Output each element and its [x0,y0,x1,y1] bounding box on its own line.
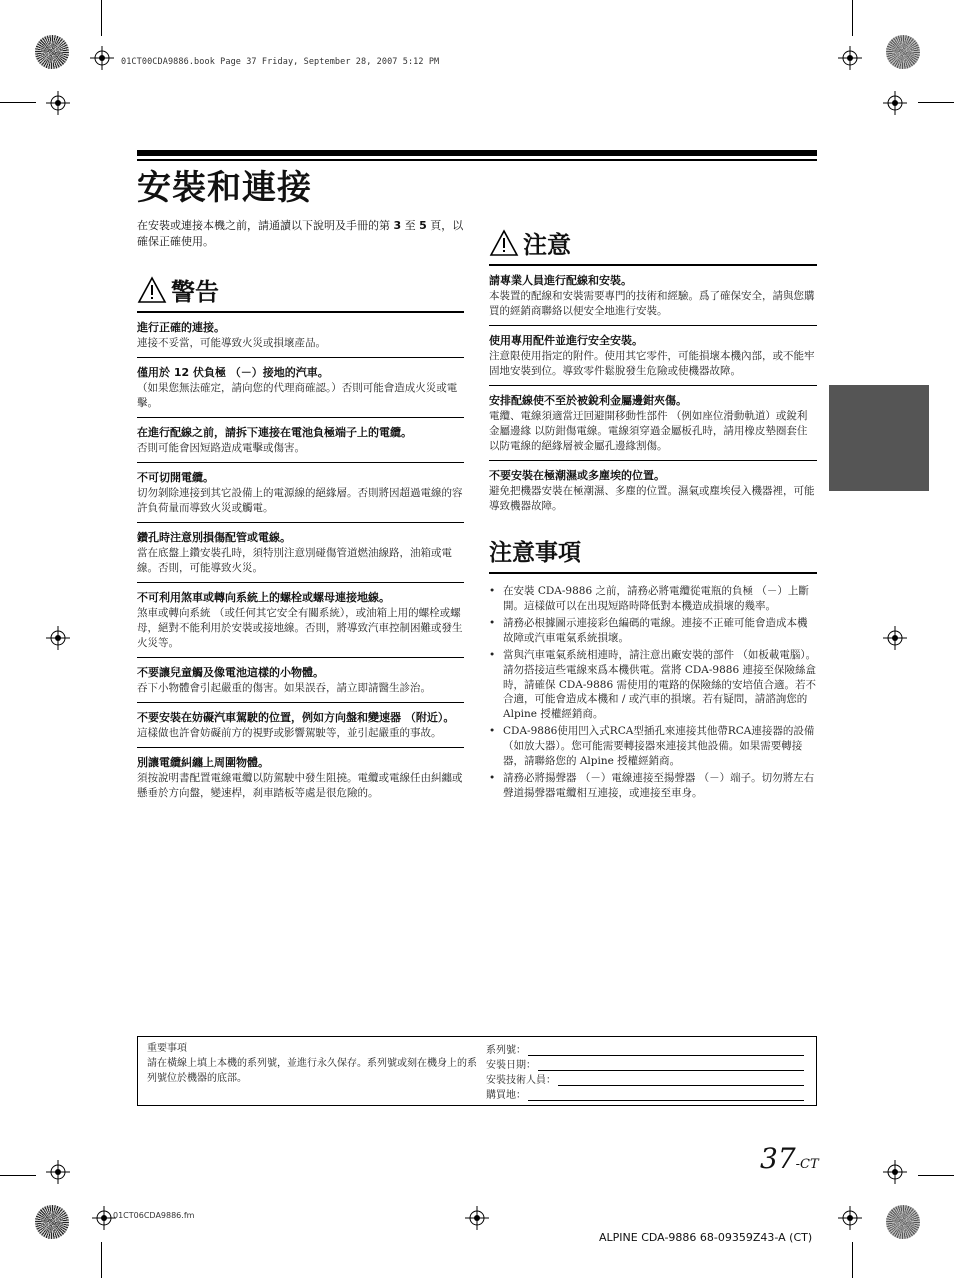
registration-starburst-top-left [35,35,69,69]
warning-item: 進行正確的連接。 連接不妥當，可能導致火災或損壞產品。 [137,313,464,358]
warning-list [137,313,464,807]
warning-item: 僅用於 12 伏負極 （－）接地的汽車。 （如果您無法確定，請向您的代理商確認。）否則可能會造成火災或電擊。 [137,358,464,418]
trim-line [0,1175,36,1176]
crosshair-icon [90,46,114,70]
crosshair-icon [465,1206,489,1230]
crosshair-icon [46,626,70,650]
serial-info-box [137,1036,817,1106]
warning-triangle-icon [489,229,519,257]
crosshair-icon [883,1160,907,1184]
list-item: • 在安裝 CDA-9886 之前，請務必將電纜從電瓶的負極 （－）上斷開。這樣做可以在出現短路時降低對本機造成損壞的幾率。 [489,584,817,613]
crosshair-icon [46,1160,70,1184]
intro-text: 在安裝或連接本機之前，請通讀以下說明及手冊的第 3 至 5 頁，以確保正確使用。 [137,219,464,248]
trim-line [101,0,102,36]
file-header: 01CT00CDA9886.book Page 37 Friday, September 28, 2007 5:12 PM [121,57,440,67]
warning-title: 警告 [171,278,219,306]
list-item: • 請務必將揚聲器 （－）電線連接至揚聲器 （－）端子。切勿將左右聲道揚聲器電纜相互連接，或連接至車身。 [489,771,817,800]
trim-line [918,102,954,103]
crosshair-icon [883,91,907,115]
title-rule [137,150,817,156]
trim-line [101,1242,102,1278]
list-item: • 請務必根據圖示連接彩色編碼的電線。連接不正確可能會造成本機故障或汽車電氣系統損壞。 [489,616,817,645]
registration-starburst-bottom-right [886,1205,920,1239]
crosshair-icon [838,1206,862,1230]
warning-item: 不可切開電纜。 切勿剝除連接到其它設備上的電源線的絕緣層。否則將因超過電線的容許負荷量而導致火災或觸電。 [137,463,464,523]
trim-line [852,0,853,36]
list-item: • CDA-9886使用凹入式RCA型插孔來連接其他帶RCA連接器的設備 （如放大器）。您可能需要轉接器來連接其他設備。如果需要轉接器，請聯絡您的 Alpine 授權經銷商。 [489,724,817,768]
caution-title: 注意 [523,231,571,259]
installer-field[interactable]: 安裝技術人員： [486,1071,804,1086]
warning-item: 別讓電纜糾纏上周圍物體。 須按說明書配置電線電纜以防駕駛中發生阻撓。電纜或電線任由糾纏或懸垂於方向盤，變速桿，刹車踏板等處是很危險的。 [137,756,463,799]
serial-info-text [147,1041,477,1086]
install-date-field[interactable]: 安裝日期： [486,1056,804,1071]
crosshair-icon [46,91,70,115]
trim-line [852,1242,853,1278]
caution-heading [489,225,817,266]
trim-line [0,102,36,103]
purchase-place-field[interactable]: 購買地： [486,1086,804,1101]
info-title: 重要事項 [147,1043,187,1054]
left-column [137,218,464,807]
warning-item: 不要安裝在妨礙汽車駕駛的位置，例如方向盤和變速器 （附近）。 這樣做也許會妨礙前方的視野或影響駕駛等，並引起嚴重的事故。 [137,703,464,748]
caution-item: 請專業人員進行配線和安裝。 本裝置的配線和安裝需要專門的技術和經驗。爲了確保安全，請與您購買的經銷商聯絡以便安全地進行安裝。 [489,266,817,326]
warning-triangle-icon [137,276,167,304]
footer-model: ALPINE CDA-9886 68-09359Z43-A (CT) [599,1231,813,1244]
serial-info-fields [486,1041,804,1101]
trim-line [918,1175,954,1176]
caution-item: 使用專用配件並進行安全安裝。 注意限使用指定的附件。使用其它零件，可能損壞本機內部，或不能牢固地安裝到位。導致零件鬆脫發生危險或使機器故障。 [489,326,817,386]
notes-list [489,584,817,800]
page-title: 安裝和連接 [137,168,312,208]
warning-item: 在進行配線之前，請拆下連接在電池負極端子上的電纜。 否則可能會因短路造成電擊或傷害。 [137,418,464,463]
crosshair-icon [838,46,862,70]
page-number: 37-CT [760,1142,819,1175]
warning-item: 不要讓兒童觸及像電池這樣的小物體。 吞下小物體會引起嚴重的傷害。如果誤吞，請立即請醫生診治。 [137,658,464,703]
section-tab [829,385,929,491]
right-column [489,225,817,803]
caution-list [489,266,817,520]
notes-heading: 注意事項 [489,534,817,574]
caution-item: 不要安裝在極潮濕或多塵埃的位置。 避免把機器安裝在極潮濕、多塵的位置。濕氣或塵埃侵入機器裡，可能導致機器故障。 [489,469,815,512]
warning-item: 不可利用煞車或轉向系統上的螺栓或螺母連接地線。 煞車或轉向系統 （或任何其它安全有關系統），或油箱上用的螺栓或螺母，絕對不能利用於安裝或接地線。否則，將導致汽車控制困難或發生火災等。 [137,583,464,658]
serial-number-field[interactable]: 系列號： [486,1041,804,1056]
registration-starburst-top-right [886,35,920,69]
registration-starburst-bottom-left [35,1205,69,1239]
info-description: 請在橫線上填上本機的系列號，並進行永久保存。系列號或刻在機身上的系列號位於機器的底部。 [147,1058,477,1084]
crosshair-icon [883,626,907,650]
caution-item: 安排配線使不至於被銳利金屬邊鉗夾傷。 電纜、電線須適當迂回避開移動性部件 （例如座位滑動軌道）或銳利金屬邊緣 以防鉗傷電線。電線須穿過金屬板孔時，請用橡皮墊圈套住以防電線的絕緣層被金屬孔邊緣割傷。 [489,386,817,461]
warning-heading [137,272,464,313]
footer-filename: 01CT06CDA9886.fm [113,1211,195,1220]
warning-item: 鑽孔時注意別損傷配管或電線。 當在底盤上鑽安裝孔時，須特別注意別碰傷管道燃油線路，油箱或電線。否則，可能導致火災。 [137,523,464,583]
list-item: • 當與汽車電氣系統相連時，請注意出廠安裝的部件 （如板載電腦）。請勿搭接這些電線來爲本機供電。當將 CDA-9886 連接至保險絲盒時，請確保 CDA-9886 需使用的電路的保險絲的安培值合適。若不合適，可能會造成本機和 / 或汽車的損壞。若有疑問，請諮詢您的 Alpine 授權經銷商。 [489,648,817,721]
